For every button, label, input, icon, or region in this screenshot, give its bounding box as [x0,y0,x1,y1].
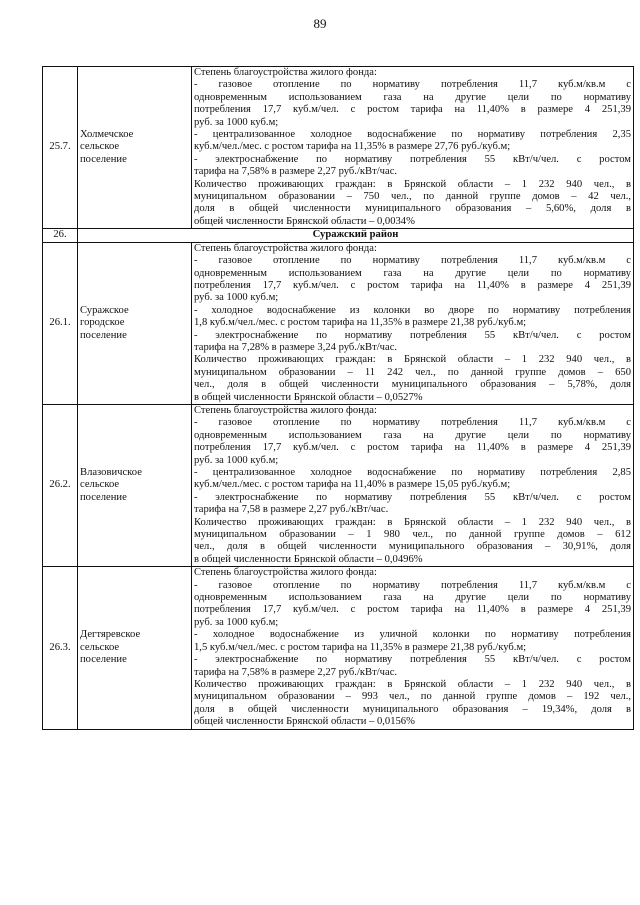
table-row [43,242,634,404]
row-number: 26.1. [43,242,78,404]
description-line: руб. за 1000 куб.м; [194,616,279,628]
description-line: Количество проживающих граждан: в Брянской области – 1 232 940 чел., в [194,178,631,190]
settlement-description [192,404,634,566]
description-line: тарифа на 7,58% в размере 2,27 руб./кВт/час. [194,666,398,678]
settlement-name-line: поселение [80,153,127,165]
settlement-name-line: Влазовичское [80,467,142,478]
description-line: муниципальном образовании – 11 242 чел., по данной группе домов – 650 [194,366,631,378]
settlement-name-line: Суражское [80,304,129,316]
description-line: в общей численности Брянской области – 0,0527% [194,391,423,403]
description-line: 1,8 куб.м/чел./мес. с ростом тарифа на 11,35% в размере 21,38 руб./куб.м; [194,317,527,329]
settlement-name-line: сельское [80,141,120,153]
description-line: чел., доля в общей численности муниципального образования – 5,78%, доля [194,379,631,391]
description-line: - газовое отопление по нормативу потребления 11,7 куб.м/кв.м с [194,255,631,267]
description-line: Количество проживающих граждан: в Брянской области – 1 232 940 чел., в [194,516,631,528]
description-line: Количество проживающих граждан: в Брянской области – 1 232 940 чел., в [194,354,631,366]
description-line: доля в общей численности муниципального образования – 5,60%, доля в [194,203,631,215]
description-line: одновременным использованием газа на другие цели по нормативу [194,592,631,604]
table-row [43,567,634,729]
description-line: руб. за 1000 куб.м; [194,116,279,128]
settlement-description [192,67,634,229]
description-line: - холодное водоснабжение из колонки во дворе по нормативу потребления [194,304,631,316]
settlement-name-line: Дегтяревское [80,629,141,641]
description-line: - централизованное холодное водоснабжение по нормативу потребления 2,35 [194,129,631,141]
description-line: тарифа на 7,28% в размере 3,24 руб./кВт/час. [194,341,398,353]
description-line: Степень благоустройства жилого фонда: [194,567,377,579]
description-line: потребления 17,7 куб.м/чел. с ростом тарифа на 11,40% в размере 4 251,39 [194,442,631,454]
settlement-name-line: поселение [80,491,127,503]
table-row [43,67,634,229]
description-line: доля в общей численности муниципального образования – 19,34%, доля в [194,703,631,715]
description-line: Степень благоустройства жилого фонда: [194,242,377,254]
row-number: 26. [43,229,78,242]
description-line: общей численности Брянской области – 0,0156% [194,716,415,728]
row-number: 26.3. [43,567,78,729]
settlement-name-line: поселение [80,329,127,341]
description-line: муниципальном образовании – 750 чел., по данной группе домов – 42 чел., [194,191,631,203]
page-number: 89 [313,16,327,31]
description-line: общей численности Брянской области – 0,0034% [194,215,415,227]
description-line: - газовое отопление по нормативу потребления 11,7 куб.м/кв.м с [194,79,631,91]
description-line: руб. за 1000 куб.м; [194,292,279,304]
region-title: Суражский район [78,229,634,242]
settlement-name [78,567,192,729]
description-line: чел., доля в общей численности муниципального образования – 30,91%, доля [194,541,631,553]
description-line: одновременным использованием газа на другие цели по нормативу [194,267,631,279]
region-header-row [43,229,634,242]
description-line: 1,5 куб.м/чел./мес. с ростом тарифа на 11,35% в размере 21,38 руб./куб.м; [194,641,527,653]
settlement-description [192,242,634,404]
description-line: Степень благоустройства жилого фонда: [194,404,377,416]
settlement-description [192,567,634,729]
description-line: в общей численности Брянской области – 0,0496% [194,553,423,565]
description-line: - централизованное холодное водоснабжение по нормативу потребления 2,85 [194,467,631,478]
table-row [43,404,634,566]
description-line: тарифа на 7,58% в размере 2,27 руб./кВт/час. [194,166,398,178]
description-line: - электроснабжение по нормативу потребления 55 кВт/ч/чел. с ростом [194,491,631,503]
settlement-name [78,242,192,404]
description-line: потребления 17,7 куб.м/чел. с ростом тарифа на 11,40% в размере 4 251,39 [194,279,631,291]
description-line: куб.м/чел./мес. с ростом тарифа на 11,35% в размере 27,76 руб./куб.м; [194,141,511,153]
description-line: - электроснабжение по нормативу потребления 55 кВт/ч/чел. с ростом [194,329,631,341]
description-line: Количество проживающих граждан: в Брянской области – 1 232 940 чел., в [194,678,631,690]
settlement-name [78,67,192,229]
settlement-name-line: городское [80,317,125,329]
description-line: - газовое отопление по нормативу потребления 11,7 куб.м/кв.м с [194,417,631,429]
description-line: - холодное водоснабжение из уличной колонки по нормативу потребления [194,629,631,641]
description-line: - электроснабжение по нормативу потребления 55 кВт/ч/чел. с ростом [194,153,631,165]
description-line: тарифа на 7,58 в размере 2,27 руб./кВт/час. [194,504,389,516]
description-line: одновременным использованием газа на другие цели по нормативу [194,91,631,103]
settlements-table [42,66,634,730]
settlement-name-line: Холмечское [80,129,134,141]
description-line: муниципальном образовании – 1 980 чел., по данной группе домов – 612 [194,529,631,541]
settlement-name-line: сельское [80,641,120,653]
settlement-name-line: сельское [80,479,120,491]
description-line: руб. за 1000 куб.м; [194,454,279,466]
description-line: потребления 17,7 куб.м/чел. с ростом тарифа на 11,40% в размере 4 251,39 [194,104,631,116]
description-line: куб.м/чел./мес. с ростом тарифа на 11,40% в размере 15,05 руб./куб.м; [194,479,511,491]
settlement-name-line: поселение [80,654,127,666]
description-line: - газовое отопление по нормативу потребления 11,7 куб.м/кв.м с [194,579,631,591]
description-line: - электроснабжение по нормативу потребления 55 кВт/ч/чел. с ростом [194,654,631,666]
description-line: Степень благоустройства жилого фонда: [194,67,377,78]
row-number: 26.2. [43,404,78,566]
description-line: потребления 17,7 куб.м/чел. с ростом тарифа на 11,40% в размере 4 251,39 [194,604,631,616]
row-number: 25.7. [43,67,78,229]
settlement-name [78,404,192,566]
description-line: муниципальном образовании – 993 чел., по данной группе домов – 192 чел., [194,691,631,703]
description-line: одновременным использованием газа на другие цели по нормативу [194,429,631,441]
